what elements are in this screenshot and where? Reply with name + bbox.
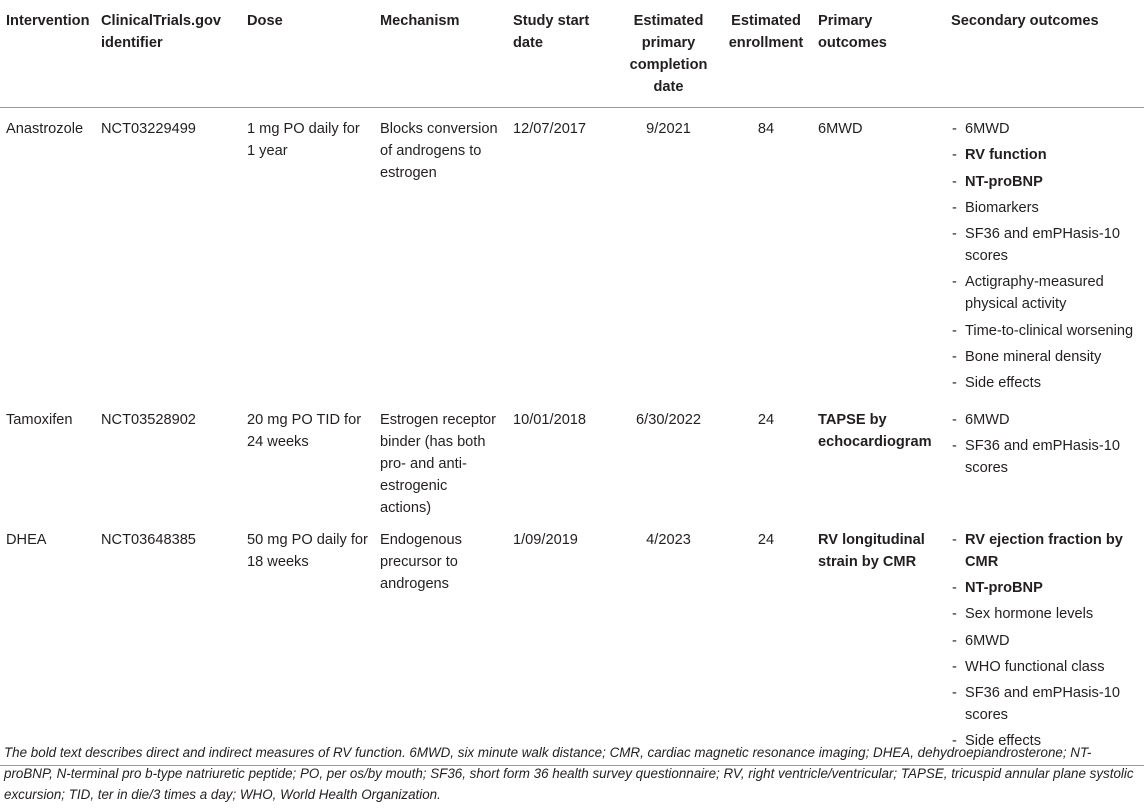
cell-enrollment: 84 bbox=[757, 121, 775, 137]
header-identifier: ClinicalTrials.gov identifier bbox=[95, 0, 241, 108]
header-secondary-outcomes: Secondary outcomes bbox=[945, 0, 1144, 108]
list-item: - Biomarkers bbox=[951, 197, 1138, 219]
header-primary-outcomes: Primary outcomes bbox=[812, 0, 945, 108]
secondary-outcomes-list bbox=[951, 118, 1138, 394]
cell-identifier: NCT03528902 bbox=[101, 411, 196, 428]
cell-intervention: Anastrozole bbox=[6, 121, 84, 137]
list-item: - Side effects bbox=[951, 730, 1138, 752]
header-dose: Dose bbox=[241, 0, 374, 108]
table-footnote: The bold text describes direct and indirect measures of RV function. 6MWD, six minute walk distance; CMR, cardiac magnetic resonance imaging; DHEA, dehydroepiandrosterone; NT-proBNP, N-terminal pro b-type natriuretic peptide; PO, per os/by mouth; SF36, short form 36 health survey questionnaire; RV, right ventricle/ventricular; TAPSE, tricuspid annular plane systolic excursion; TID, ter in die/3 times a day; WHO, World Health Organization. bbox=[4, 745, 1134, 802]
cell-dose: 50 mg PO daily for 18 weeks bbox=[241, 519, 374, 766]
cell-start-date: 12/07/2017 bbox=[513, 121, 587, 137]
list-item: - NT-proBNP bbox=[951, 171, 1138, 193]
list-item: - WHO functional class bbox=[951, 656, 1138, 678]
cell-primary-outcomes: 6MWD bbox=[818, 121, 863, 137]
list-item: - 6MWD bbox=[951, 118, 1138, 140]
secondary-outcomes-list bbox=[951, 529, 1138, 753]
cell-mechanism: Endogenous precursor to androgens bbox=[374, 519, 507, 766]
list-item: - SF36 and emPHasis-10 scores bbox=[951, 435, 1138, 479]
header-start-date: Study start date bbox=[507, 0, 617, 108]
cell-primary-outcomes: TAPSE by echocardiogram bbox=[818, 411, 932, 450]
secondary-outcomes-list bbox=[951, 409, 1138, 479]
cell-enrollment: 24 bbox=[720, 519, 812, 766]
table-row bbox=[0, 399, 1144, 519]
cell-secondary-outcomes bbox=[945, 519, 1144, 766]
header-enrollment: Estimated enrollment bbox=[720, 0, 812, 108]
header-completion-date: Estimated primary completion date bbox=[617, 0, 720, 108]
cell-start-date: 10/01/2018 bbox=[513, 411, 587, 428]
cell-start-date: 1/09/2019 bbox=[507, 519, 617, 766]
header-intervention: Intervention bbox=[0, 0, 95, 108]
list-item: - NT-proBNP bbox=[951, 577, 1138, 599]
cell-mechanism: Estrogen receptor binder (has both pro- and anti-estrogenic actions) bbox=[380, 411, 497, 516]
cell-intervention: Tamoxifen bbox=[6, 411, 73, 428]
table-header-row bbox=[0, 0, 1144, 108]
list-item: - Side effects bbox=[951, 372, 1138, 394]
cell-primary-outcomes: RV longitudinal strain by CMR bbox=[812, 519, 945, 766]
cell-completion-date: 4/2023 bbox=[617, 519, 720, 766]
table-row bbox=[0, 519, 1144, 766]
cell-completion-date: 6/30/2022 bbox=[636, 411, 701, 428]
cell-mechanism: Blocks conversion of androgens to estrogen bbox=[380, 121, 498, 181]
header-mechanism: Mechanism bbox=[374, 0, 507, 108]
list-item: - Time-to-clinical worsening bbox=[951, 320, 1138, 342]
cell-identifier: NCT03229499 bbox=[101, 121, 196, 137]
cell-dose: 20 mg PO TID for 24 weeks bbox=[247, 411, 362, 450]
list-item: - Sex hormone levels bbox=[951, 603, 1138, 625]
list-item: - Bone mineral density bbox=[951, 346, 1138, 368]
list-item: - 6MWD bbox=[951, 409, 1138, 431]
cell-enrollment: 24 bbox=[757, 411, 775, 428]
list-item: - SF36 and emPHasis-10 scores bbox=[951, 223, 1138, 267]
list-item: - RV ejection fraction by CMR bbox=[951, 529, 1138, 573]
cell-completion-date: 9/2021 bbox=[646, 121, 691, 137]
cell-dose: 1 mg PO daily for 1 year bbox=[247, 121, 360, 159]
cell-secondary-outcomes bbox=[945, 399, 1144, 519]
list-item: - Actigraphy-measured physical activity bbox=[951, 271, 1138, 315]
list-item: - RV function bbox=[951, 144, 1138, 166]
list-item: - SF36 and emPHasis-10 scores bbox=[951, 682, 1138, 726]
cell-identifier: NCT03648385 bbox=[95, 519, 241, 766]
cell-secondary-outcomes bbox=[945, 108, 1144, 399]
cell-intervention: DHEA bbox=[0, 519, 95, 766]
table-row bbox=[0, 108, 1144, 399]
list-item: - 6MWD bbox=[951, 630, 1138, 652]
